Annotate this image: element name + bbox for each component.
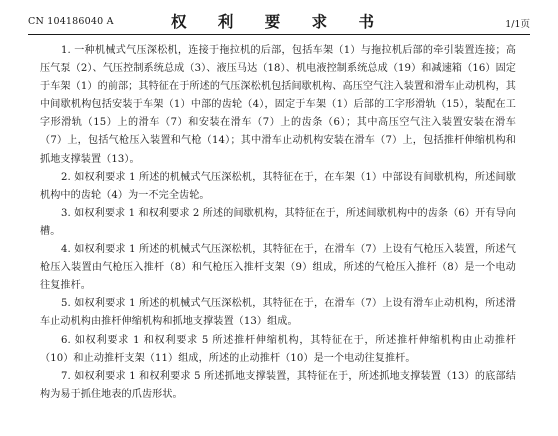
page-number: 1/1页 [505, 19, 530, 30]
page-header [28, 10, 530, 32]
claims-body [40, 42, 516, 404]
claim-2: 2. 如权利要求 1 所述的机械式气压深松机，其特征在于，在车架（1）中部设有间歇机构，所述间歇机构中的齿轮（4）为一不完全齿轮。 [40, 171, 516, 201]
header-divider [28, 34, 530, 35]
publication-number: CN 104186040 A [28, 16, 114, 27]
claim-7: 7. 如权利要求 1 和权利要求 5 所述抓地支撑装置，其特征在于，所述抓地支撑装置（13）的底部结构为易于抓住地表的爪齿形状。 [40, 370, 516, 400]
claim-5: 5. 如权利要求 1 所述的机械式气压深松机，其特征在于，在滑车（7）上设有滑车止动机构，所述滑车止动机构由推杆伸缩机构和抓地支撑装置（13）组成。 [40, 298, 516, 328]
claim-4: 4. 如权利要求 1 所述的机械式气压深松机，其特征在于，在滑车（7）上设有气枪压入装置，所述气枪压入装置由气枪压入推杆（8）和气枪压入推杆支架（9）组成，所述的气枪压入推杆（8）是一个电动往复推杆。 [40, 244, 516, 292]
claim-3: 3. 如权利要求 1 和权利要求 2 所述的间歇机构，其特征在于，所述间歇机构中的齿条（6）开有导向槽。 [40, 207, 516, 237]
claim-6: 6. 如权利要求 1 和权利要求 5 所述推杆伸缩机构，其特征在于，所述推杆伸缩机构由止动推杆（10）和止动推杆支架（11）组成，所述的止动推杆（10）是一个电动往复推杆。 [40, 334, 516, 364]
claim-1: 1. 一种机械式气压深松机，连接于拖拉机的后部，包括车架（1）与拖拉机后部的牵引装置连接；高压气泵（2）、气压控制系统总成（3）、液压马达（18）、机电液控制系统总成（19）和减速箱（16）固定于车架（1）的前部；其特征在于所述的气压深松机包括间歇机构、高压空气注入装置和滑车止动机构，其中间歇机构包括安装于车架（1）中部的齿轮（4），固定于车架（1）后部的工字形滑轨（15），装配在工字形滑轨（15）上的滑车（7）和安装在滑车（7）上的齿条（6）；其中高压空气注入装置安装在滑车（7）上，包括气枪压入装置和气枪（14）；其中滑车止动机构安装在滑车（7）上，包括推杆伸缩机构和抓地支撑装置（13）。 [40, 45, 516, 165]
page-title: 权 利 要 求 书 [170, 12, 388, 31]
